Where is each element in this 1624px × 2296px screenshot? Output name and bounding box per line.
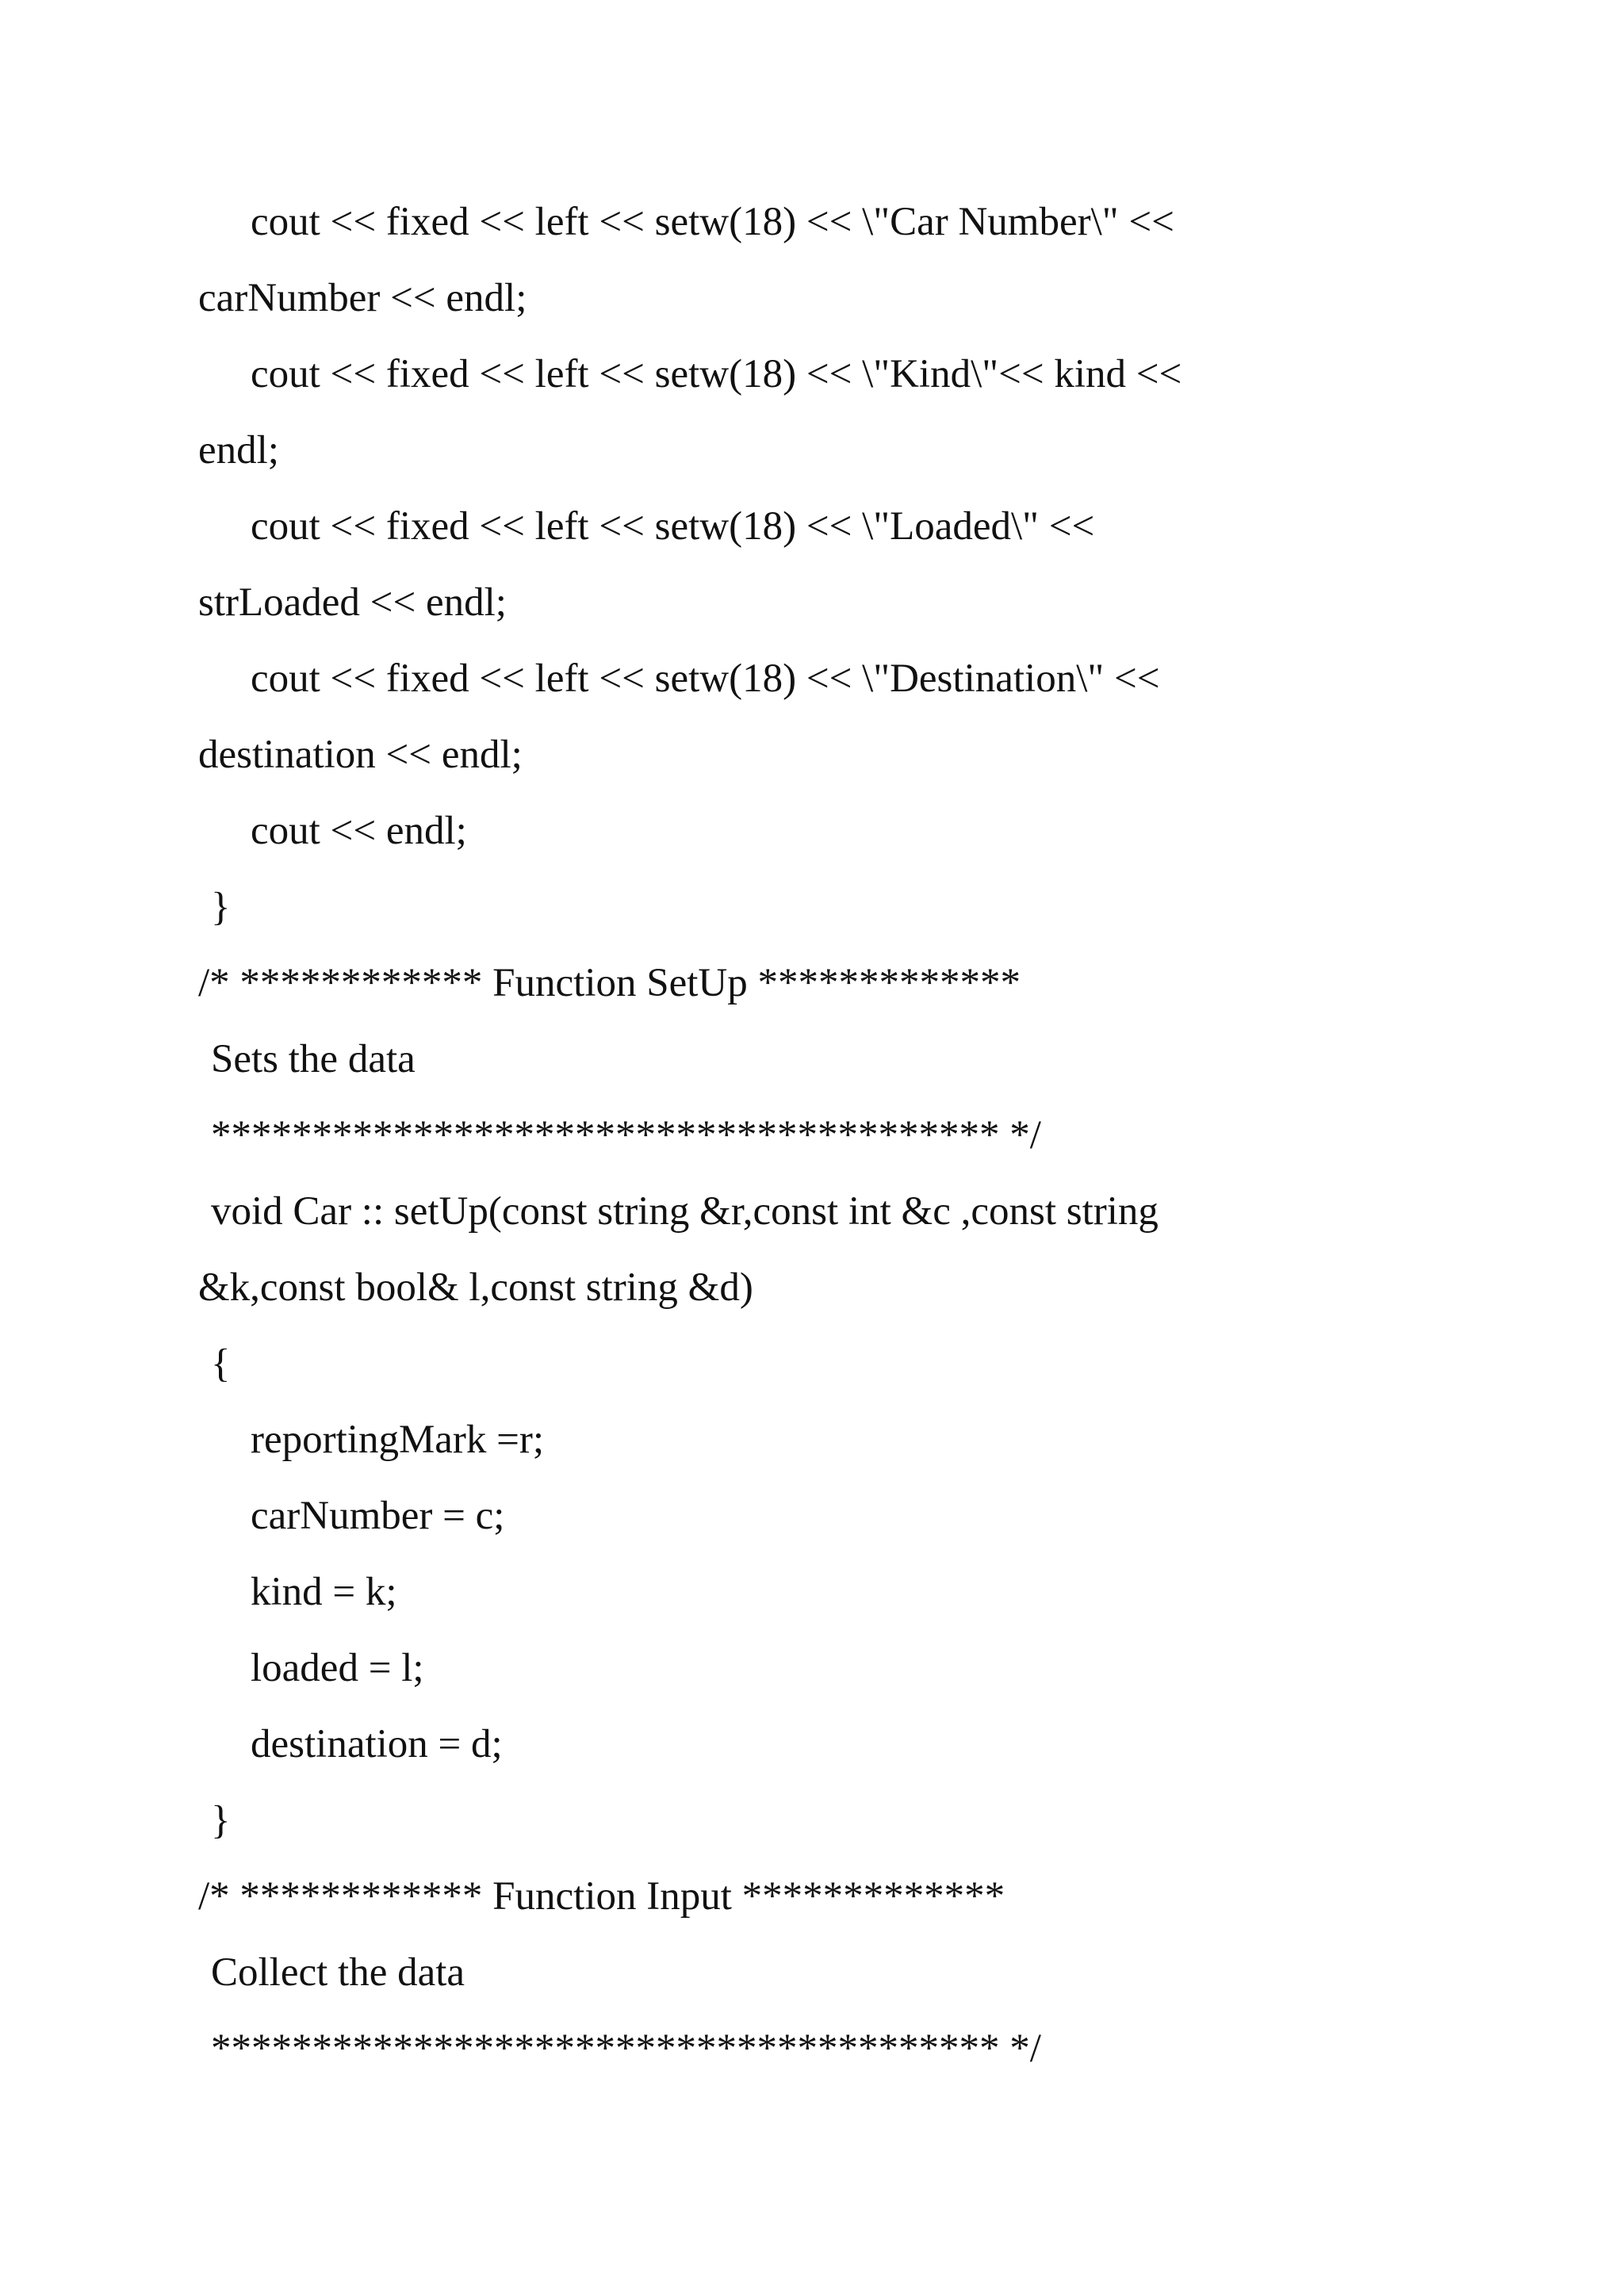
code-line: destination = d; [251, 1722, 503, 1766]
code-line: loaded = l; [251, 1646, 424, 1690]
code-line: carNumber = c; [251, 1494, 505, 1538]
closing-brace: } [211, 1798, 231, 1843]
code-line: reportingMark =r; [251, 1418, 545, 1462]
code-line: destination << endl; [198, 733, 523, 777]
code-line: cout << endl; [251, 809, 467, 853]
function-signature-continued: &k,const bool& l,const string &d) [198, 1265, 753, 1310]
code-line: kind = k; [251, 1570, 397, 1614]
code-line: endl; [198, 428, 279, 473]
code-line: cout << fixed << left << setw(18) << \"Kind\"<< kind << [251, 352, 1182, 396]
comment-header: /* ************ Function Input ************* [198, 1874, 1005, 1919]
comment-footer: *************************************** */ [211, 1113, 1041, 1158]
closing-brace: } [211, 885, 231, 929]
code-line: cout << fixed << left << setw(18) << \"Car Number\" << [251, 200, 1174, 244]
comment-footer: *************************************** */ [211, 2026, 1041, 2071]
code-line: carNumber << endl; [198, 276, 527, 320]
function-signature: void Car :: setUp(const string &r,const int &c ,const string [211, 1189, 1159, 1234]
code-line: cout << fixed << left << setw(18) << \"Loaded\" << [251, 504, 1095, 549]
comment-text: Sets the data [211, 1037, 416, 1081]
comment-header: /* ************ Function SetUp ************* [198, 961, 1021, 1005]
code-line: cout << fixed << left << setw(18) << \"Destination\" << [251, 656, 1160, 701]
comment-text: Collect the data [211, 1950, 465, 1995]
opening-brace: { [211, 1341, 231, 1386]
code-line: strLoaded << endl; [198, 580, 507, 625]
